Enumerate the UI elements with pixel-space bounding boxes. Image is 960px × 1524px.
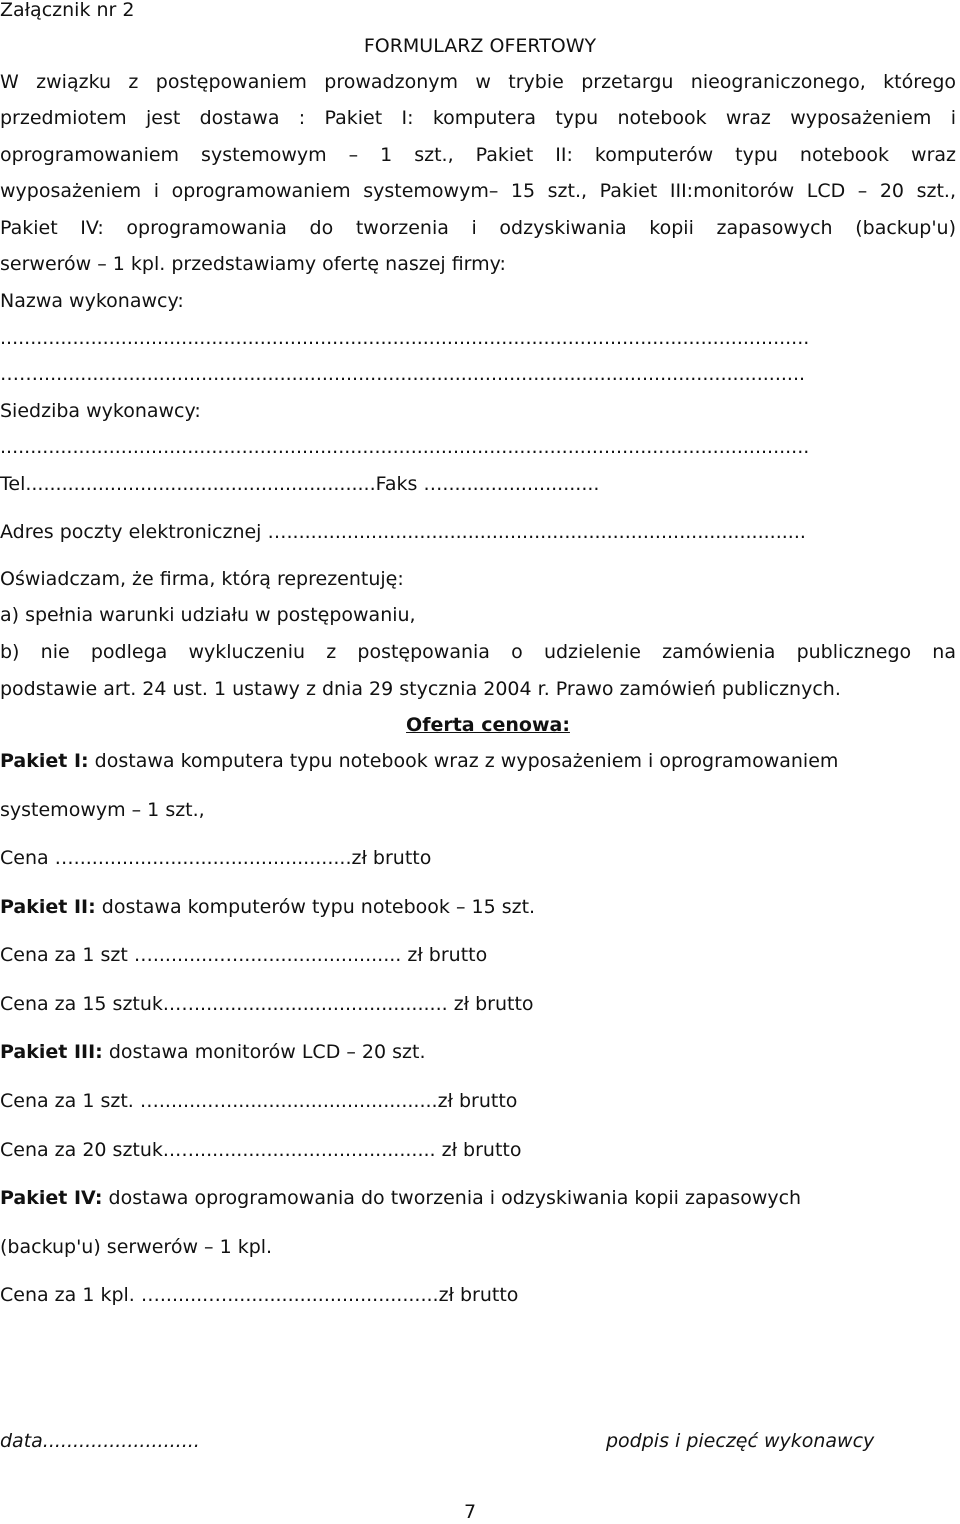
package-2-price-unit[interactable]: Cena za 1 szt …...........…........................... zł brutto	[0, 944, 488, 966]
package-description: dostawa komputerów typu notebook – 15 szt.	[95, 896, 536, 918]
package-1-header	[0, 749, 838, 773]
date-field[interactable]: data..........................	[0, 1430, 200, 1452]
package-description: dostawa monitorów LCD – 20 szt.	[102, 1041, 426, 1063]
declaration-heading: Oświadczam, że firma, którą reprezentuję:	[0, 568, 404, 590]
intro-line: W związku z postępowaniem prowadzonym w trybie przetargu nieograniczonego, którego	[0, 71, 956, 93]
package-3-price-unit[interactable]: Cena za 1 szt. …........…...................................zł brutto	[0, 1090, 518, 1112]
intro-line: przedmiotem jest dostawa : Pakiet I: komputera typu notebook wraz wyposażeniem i	[0, 107, 956, 129]
form-title: FORMULARZ OFERTOWY	[363, 35, 597, 57]
intro-line: serwerów – 1 kpl. przedstawiamy ofertę naszej firmy:	[0, 253, 506, 275]
contractor-name-field[interactable]: ......................................................................................................................................	[0, 327, 810, 349]
tel-fax-line[interactable]: Tel..........................................................Faks …..........................	[0, 473, 600, 495]
contractor-address-label: Siedziba wykonawcy:	[0, 400, 201, 422]
package-label: Pakiet IV:	[0, 1187, 103, 1209]
package-description-cont: (backup'u) serwerów – 1 kpl.	[0, 1236, 273, 1258]
package-2-header	[0, 895, 535, 919]
package-3-price-total[interactable]: Cena za 20 sztuk..…........................................ zł brutto	[0, 1139, 522, 1161]
intro-line: Pakiet IV: oprogramowania do tworzenia i odzyskiwania kopii zapasowych (backup'u)	[0, 217, 956, 239]
package-description: dostawa komputera typu notebook wraz z wyposażeniem i oprogramowaniem	[88, 750, 839, 772]
package-description: dostawa oprogramowania do tworzenia i odzyskiwania kopii zapasowych	[102, 1187, 802, 1209]
intro-line: oprogramowaniem systemowym – 1 szt., Pakiet II: komputerów typu notebook wraz	[0, 144, 956, 166]
package-4-header	[0, 1186, 801, 1210]
package-label: Pakiet III:	[0, 1041, 103, 1063]
intro-line: wyposażeniem i oprogramowaniem systemowym– 15 szt., Pakiet III:monitorów LCD – 20 szt.,	[0, 180, 956, 202]
package-1-price[interactable]: Cena …..............................................zł brutto	[0, 847, 432, 869]
package-4-price[interactable]: Cena za 1 kpl. …........…...................................zł brutto	[0, 1284, 519, 1306]
attachment-label: Załącznik nr 2	[0, 0, 135, 21]
offer-heading: Oferta cenowa:	[406, 714, 570, 736]
package-description-cont: systemowym – 1 szt.,	[0, 799, 205, 821]
declaration-point-a: a) spełnia warunki udziału w postępowaniu,	[0, 604, 416, 626]
package-label: Pakiet II:	[0, 896, 96, 918]
contractor-name-field-2[interactable]: ……...............................................................................................................................	[0, 363, 806, 385]
page-number: 7	[464, 1501, 477, 1523]
package-label: Pakiet I:	[0, 750, 89, 772]
package-2-price-total[interactable]: Cena za 15 sztuk..….......................................... zł brutto	[0, 993, 534, 1015]
contractor-name-label: Nazwa wykonawcy:	[0, 290, 184, 312]
declaration-point-b-cont: podstawie art. 24 ust. 1 ustawy z dnia 29 stycznia 2004 r. Prawo zamówień publicznych.	[0, 678, 841, 700]
contractor-address-field[interactable]: ......................................................................................................................................	[0, 436, 810, 458]
email-line[interactable]: Adres poczty elektronicznej …......................................................................................	[0, 521, 806, 543]
package-3-header	[0, 1040, 425, 1064]
signature-label: podpis i pieczęć wykonawcy	[606, 1430, 875, 1452]
declaration-point-b: b) nie podlega wykluczeniu z postępowania o udzielenie zamówienia publicznego na	[0, 641, 956, 663]
